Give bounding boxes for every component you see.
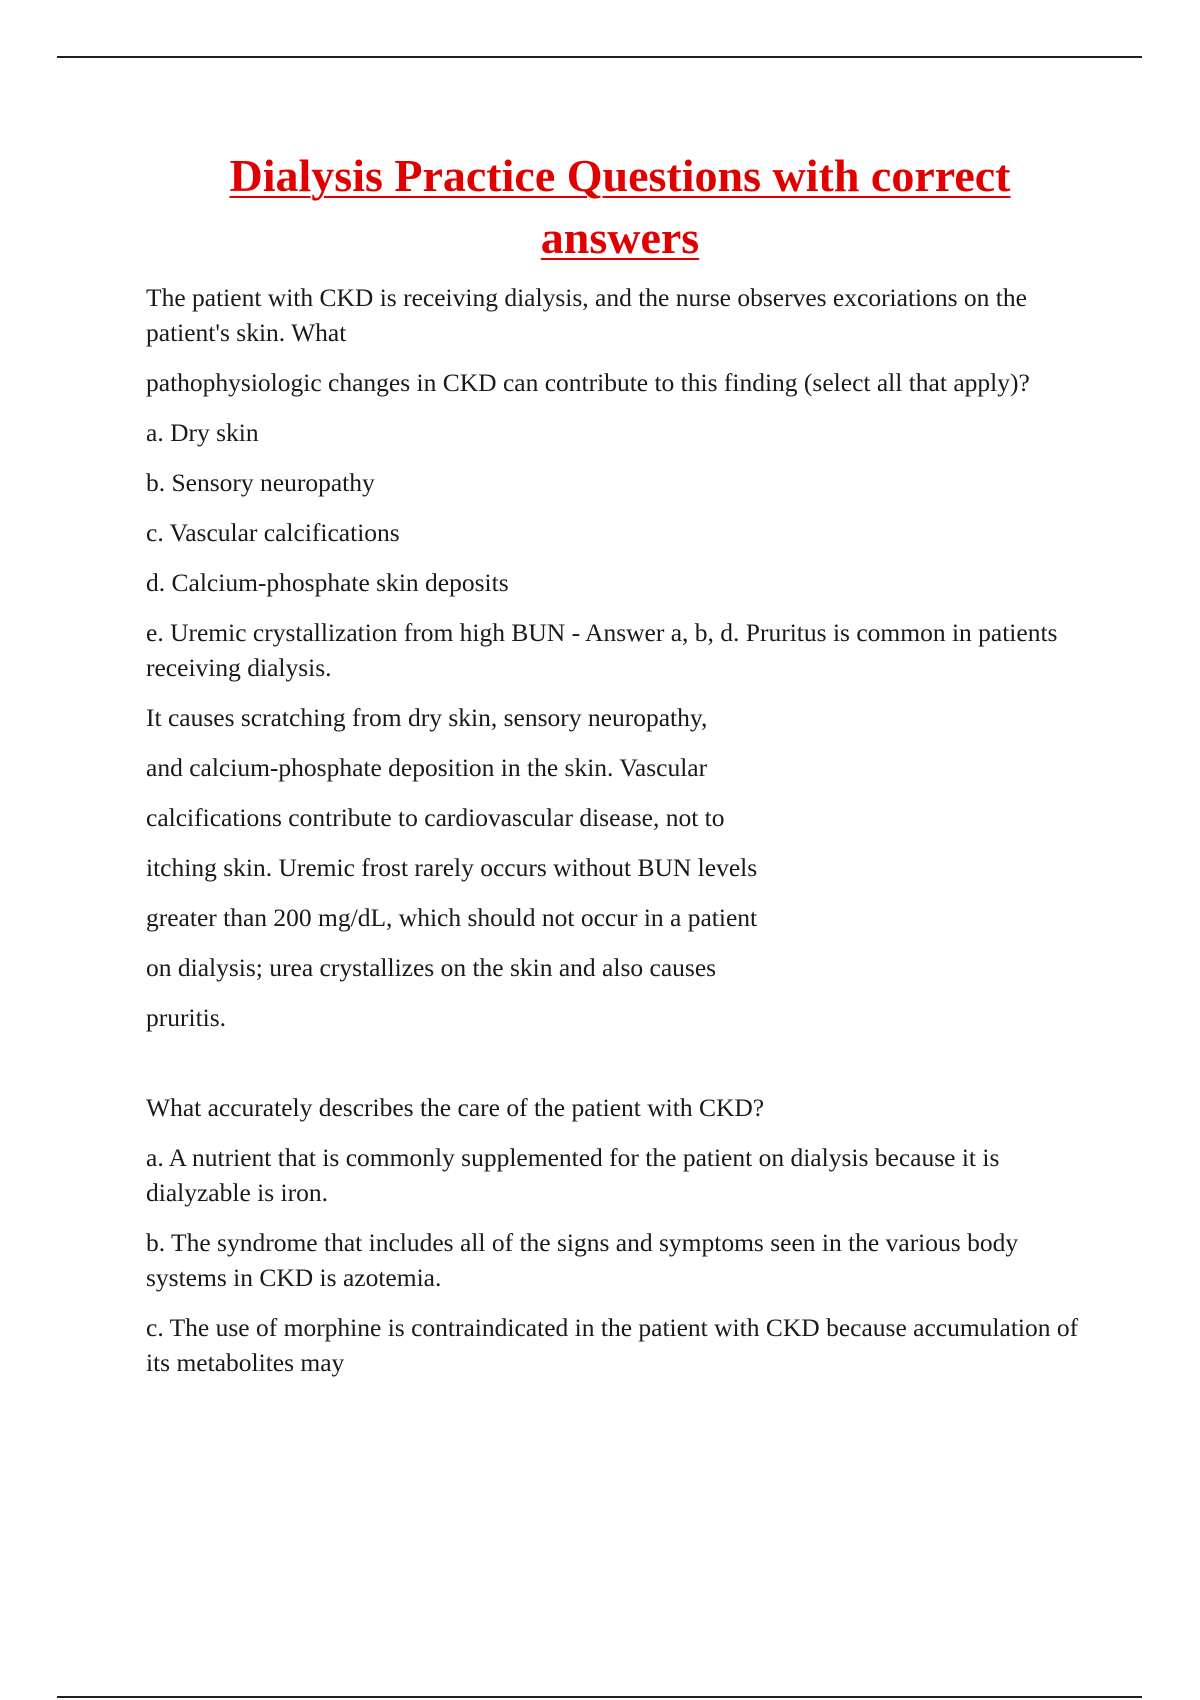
question-2-option-a: a. A nutrient that is commonly supplemented for the patient on dialysis because it is dialyzable is iron. (146, 1143, 1000, 1207)
question-1-stem-part-1: The patient with CKD is receiving dialysis, and the nurse observes excoriations on the patient's skin. What (146, 283, 1027, 347)
question-1-option-e-answer: e. Uremic crystallization from high BUN - Answer a, b, d. Pruritus is common in patients receiving dialysis. (146, 618, 1058, 682)
question-2-stem: What accurately describes the care of the patient with CKD? (146, 1093, 765, 1122)
rationale-line: greater than 200 mg/dL, which should not occur in a patient (146, 903, 758, 932)
question-1-option-b: b. Sensory neuropathy (146, 468, 375, 497)
footer-rule (57, 1696, 1142, 1698)
question-2-option-c: c. The use of morphine is contraindicated in the patient with CKD because accumulation of its metabolites may (146, 1313, 1079, 1377)
title-line-1: Dialysis Practice Questions with correct (229, 150, 1011, 201)
rationale-line: pruritis. (146, 1003, 227, 1032)
rationale-line: itching skin. Uremic frost rarely occurs without BUN levels (146, 853, 758, 882)
document-title (160, 145, 1080, 269)
rationale-line: It causes scratching from dry skin, sensory neuropathy, (146, 703, 708, 732)
document-body (146, 280, 1086, 1380)
question-1-stem-part-2: pathophysiologic changes in CKD can contribute to this finding (select all that apply)? (146, 368, 1030, 397)
rationale-line: and calcium-phosphate deposition in the skin. Vascular (146, 753, 708, 782)
header-rule (57, 56, 1142, 58)
question-1-option-d: d. Calcium-phosphate skin deposits (146, 568, 509, 597)
rationale-line: calcifications contribute to cardiovascular disease, not to (146, 803, 725, 832)
title-line-2: answers (540, 212, 700, 263)
rationale-line: on dialysis; urea crystallizes on the skin and also causes (146, 953, 717, 982)
question-1-option-a: a. Dry skin (146, 418, 259, 447)
question-1-option-c: c. Vascular calcifications (146, 518, 400, 547)
question-2-option-b: b. The syndrome that includes all of the signs and symptoms seen in the various body systems in CKD is azotemia. (146, 1228, 1019, 1292)
